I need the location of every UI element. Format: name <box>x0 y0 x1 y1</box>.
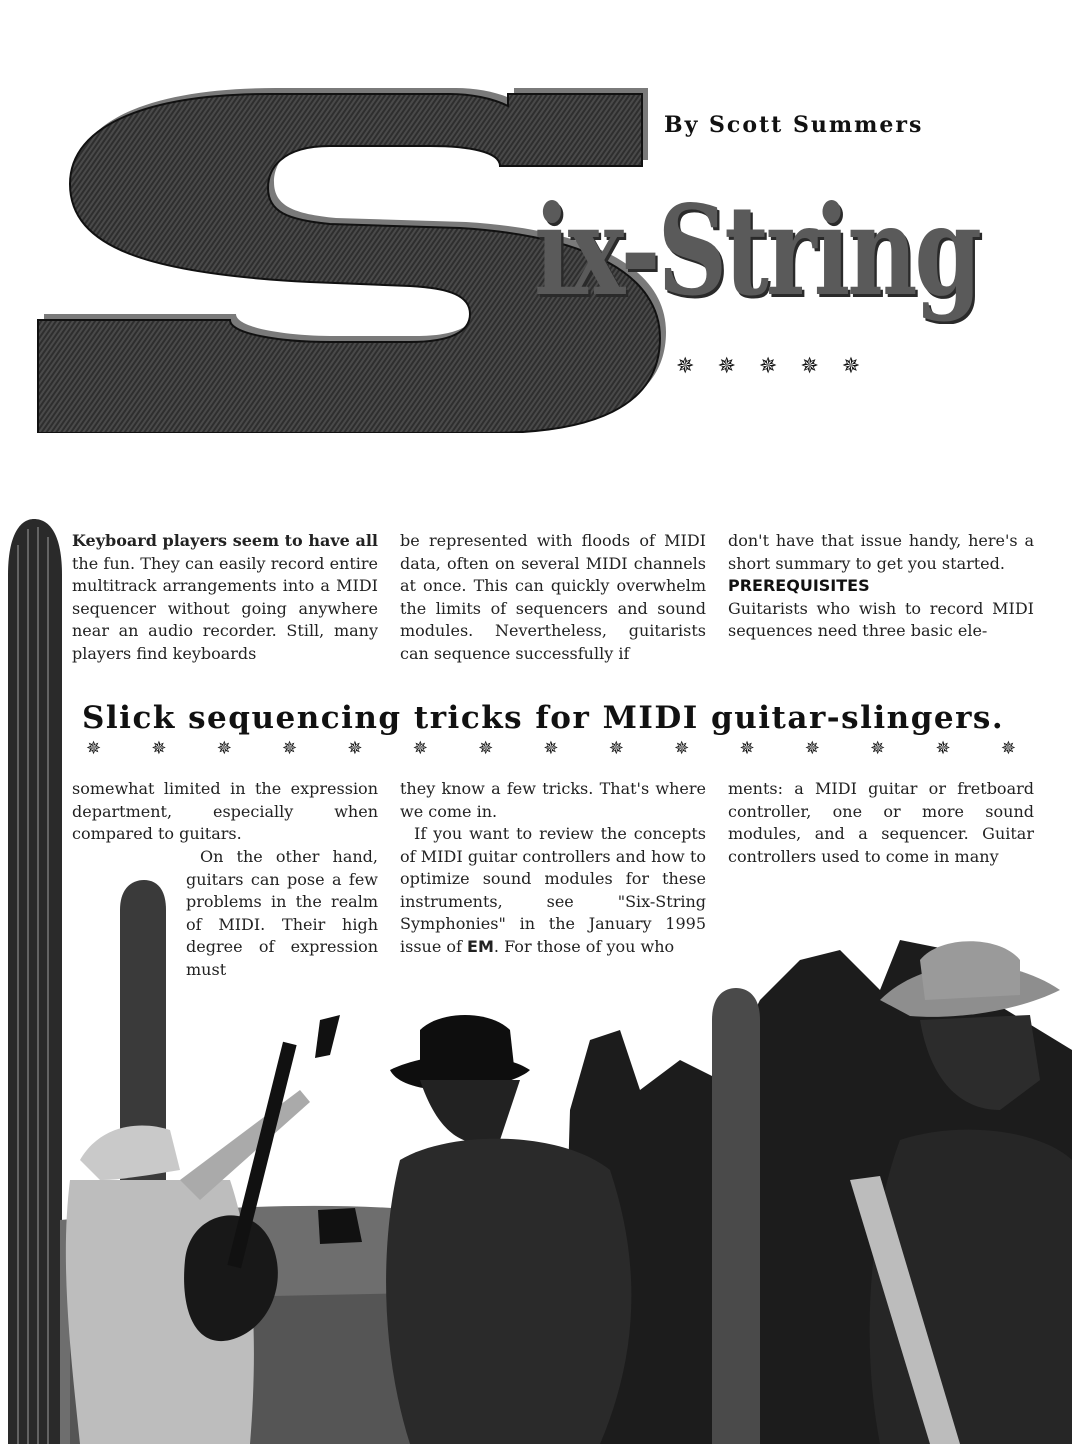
star-icon: ✵ <box>608 738 624 759</box>
star-icon: ✵ <box>870 738 886 759</box>
star-icon: ✵ <box>804 738 820 759</box>
deck-headline: Slick sequencing tricks for MIDI guitar-slingers. <box>82 700 1005 736</box>
title-text: ix-String <box>534 179 979 324</box>
star-icon: ✵ <box>841 354 884 379</box>
star-icon: ✵ <box>478 738 494 759</box>
body-text: be represented with floods of MIDI data, often on several MIDI channels at once. This can quickly overwhelm the limits of sequencers and sound modules. Nevertheless, guitarists can sequence successfully if <box>400 531 706 663</box>
star-icon: ✵ <box>282 738 298 759</box>
star-icon: ✵ <box>758 354 801 379</box>
body-text: the fun. They can easily record entire multitrack arrangements into a MIDI sequencer without going anywhere near an audio recorder. Still, many players find keyboards <box>72 553 378 663</box>
body-text: ments: a MIDI guitar or fretboard controller, one or more sound modules, and a sequencer. Guitar controllers used to come in many <box>728 779 1034 866</box>
section-heading: PREREQUISITES <box>728 576 870 595</box>
star-icon: ✵ <box>347 738 363 759</box>
body-text: don't have that issue handy, here's a short summary to get you started. <box>728 531 1034 573</box>
star-icon: ✵ <box>412 738 428 759</box>
cowboys-photo <box>0 880 1072 1444</box>
star-icon: ✵ <box>543 738 559 759</box>
star-icon: ✵ <box>676 354 718 379</box>
body-text: Guitarists who wish to record MIDI sequences need three basic ele- <box>728 598 1034 640</box>
title-stars <box>676 354 883 379</box>
column-1-bottom <box>72 778 378 846</box>
column-2-top <box>400 530 706 665</box>
body-text: . For those of you who <box>493 936 675 956</box>
star-icon: ✵ <box>739 738 755 759</box>
deck-stars <box>86 738 1016 759</box>
magazine-abbrev: EM <box>467 936 494 956</box>
lead-in: Keyboard players seem to have all <box>72 531 378 550</box>
star-icon: ✵ <box>1000 738 1016 759</box>
column-1-top <box>72 530 378 665</box>
body-text: they know a few tricks. That's where we come in. <box>400 779 706 821</box>
star-icon: ✵ <box>674 738 690 759</box>
column-3-top <box>728 530 1034 643</box>
body-text: somewhat limited in the expression department, especially when compared to guitars. <box>72 779 378 843</box>
star-icon: ✵ <box>800 354 842 379</box>
byline: By Scott Summers <box>664 112 924 138</box>
column-3-bottom <box>728 778 1034 868</box>
star-icon: ✵ <box>86 738 102 759</box>
star-icon: ✵ <box>717 354 759 379</box>
star-icon: ✵ <box>151 738 167 759</box>
body-text: On the other hand, guitars can pose a few problems in the realm of MIDI. Their high degree of expression must <box>186 847 378 979</box>
body-text: If you want to review the concepts of MIDI guitar controllers and how to optimize sound modules for these instruments, see "Six-String Symphonies" in the January 1995 issue of <box>400 824 706 956</box>
star-icon: ✵ <box>216 738 232 759</box>
star-icon: ✵ <box>935 738 951 759</box>
